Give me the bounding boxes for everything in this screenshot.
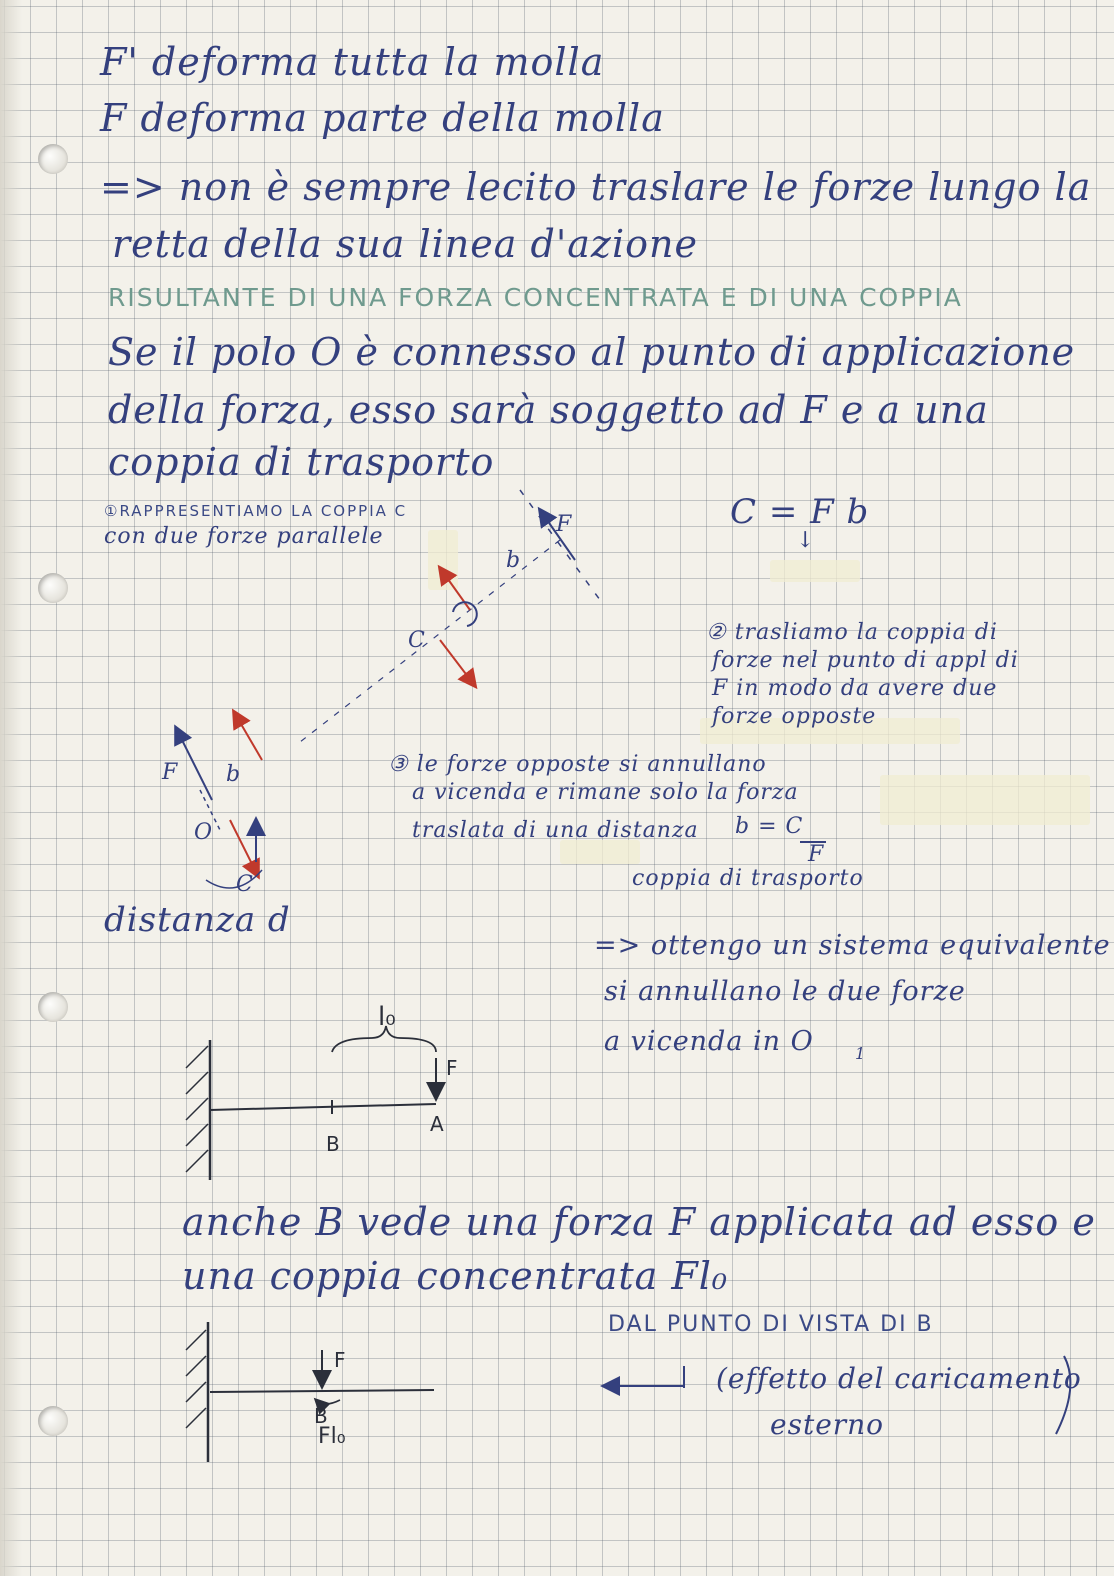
label-point-a: A [430,1112,444,1136]
couple-force-up [440,568,470,610]
step-3-line-1: ③ le forze opposte si annullano [388,752,767,777]
bottom-line-2: una coppia concentrata Fl₀ [182,1254,729,1298]
couple-force-down [440,640,475,686]
step-2-line-2: forze nel punto di appl di [712,648,1019,673]
conclusion-subscript: 1 [855,1044,867,1063]
step-2-line-4: forze opposte [712,704,877,729]
force-f-small [176,728,212,800]
left-arrow-icon [604,1366,684,1388]
couple-moment-icon [453,602,477,626]
note-line-1: F' deforma tutta la molla [100,40,605,84]
translated-force-diagram [176,712,262,888]
step-2-line-1: ② trasliamo la coppia di [706,620,998,645]
external-load-note-2: esterno [770,1408,885,1441]
label-o-small: O [194,820,214,845]
beam [210,1104,436,1110]
label-point-b: B [326,1132,340,1156]
external-load-note-1: (effetto del caricamento [716,1362,1082,1395]
beam [210,1390,434,1392]
label-c-upper: C [408,628,426,653]
section-heading: RISULTANTE DI UNA FORZA CONCENTRATA E DI UNA COPPIA [108,283,963,312]
note-line-6: della forza, esso sarà soggetto ad F e a una [108,388,989,432]
label-f-beam-1: F [446,1056,458,1080]
step-3-formula: b = C [735,814,804,839]
step-3-line-4: coppia di trasporto [632,866,864,891]
force-couple-diagram [300,490,600,742]
down-arrow-icon: ↓ [796,528,816,553]
line-of-action [520,490,600,600]
label-b-small: b [226,762,242,787]
cantilever-beam-2 [186,1322,434,1462]
step-3-denominator: F [808,842,825,867]
label-fl0: Fl₀ [318,1424,346,1449]
step-3-line-3: traslata di una distanza [412,818,699,843]
label-l0: l₀ [378,1002,396,1032]
step-3-line-2: a vicenda e rimane solo la forza [412,780,799,805]
point-of-view-heading: DAL PUNTO DI VISTA DI B [608,1312,934,1337]
note-line-5: Se il polo O è connesso al punto di applicazione [108,330,1076,374]
red-force-upper [234,712,262,760]
label-b-beam-2: B [314,1404,328,1428]
conclusion-line-1: => ottengo un sistema equivalente [594,930,1111,961]
step-1-title: ①RAPPRESENTIAMO LA COPPIA C [104,502,408,520]
distance-label: distanza d [104,900,291,940]
conclusion-line-3: a vicenda in O [604,1026,814,1057]
note-line-4: retta della sua linea d'azione [112,222,698,266]
label-f-small: F [162,760,179,785]
label-b-upper: b [506,548,522,573]
note-line-3: => non è sempre lecito traslare le forze lungo la [100,165,1092,209]
bottom-line-1: anche B vede una forza F applicata ad esso e [182,1200,1096,1244]
note-line-2: F deforma parte della molla [100,96,665,140]
note-line-7: coppia di trasporto [108,440,495,484]
label-c-small: C [236,872,254,897]
closing-parenthesis [1056,1356,1070,1434]
step-2-line-3: F in modo da avere due [712,676,998,701]
red-force-lower [230,820,258,876]
conclusion-line-2: si annullano le due forze [604,976,966,1007]
step-1-text: con due forze parallele [104,524,384,549]
cantilever-beam-1 [186,1026,436,1180]
formula-c-equals-fb: C = F b [730,492,870,532]
label-f-beam-2: F [334,1348,346,1372]
label-f-upper: F [556,512,573,537]
